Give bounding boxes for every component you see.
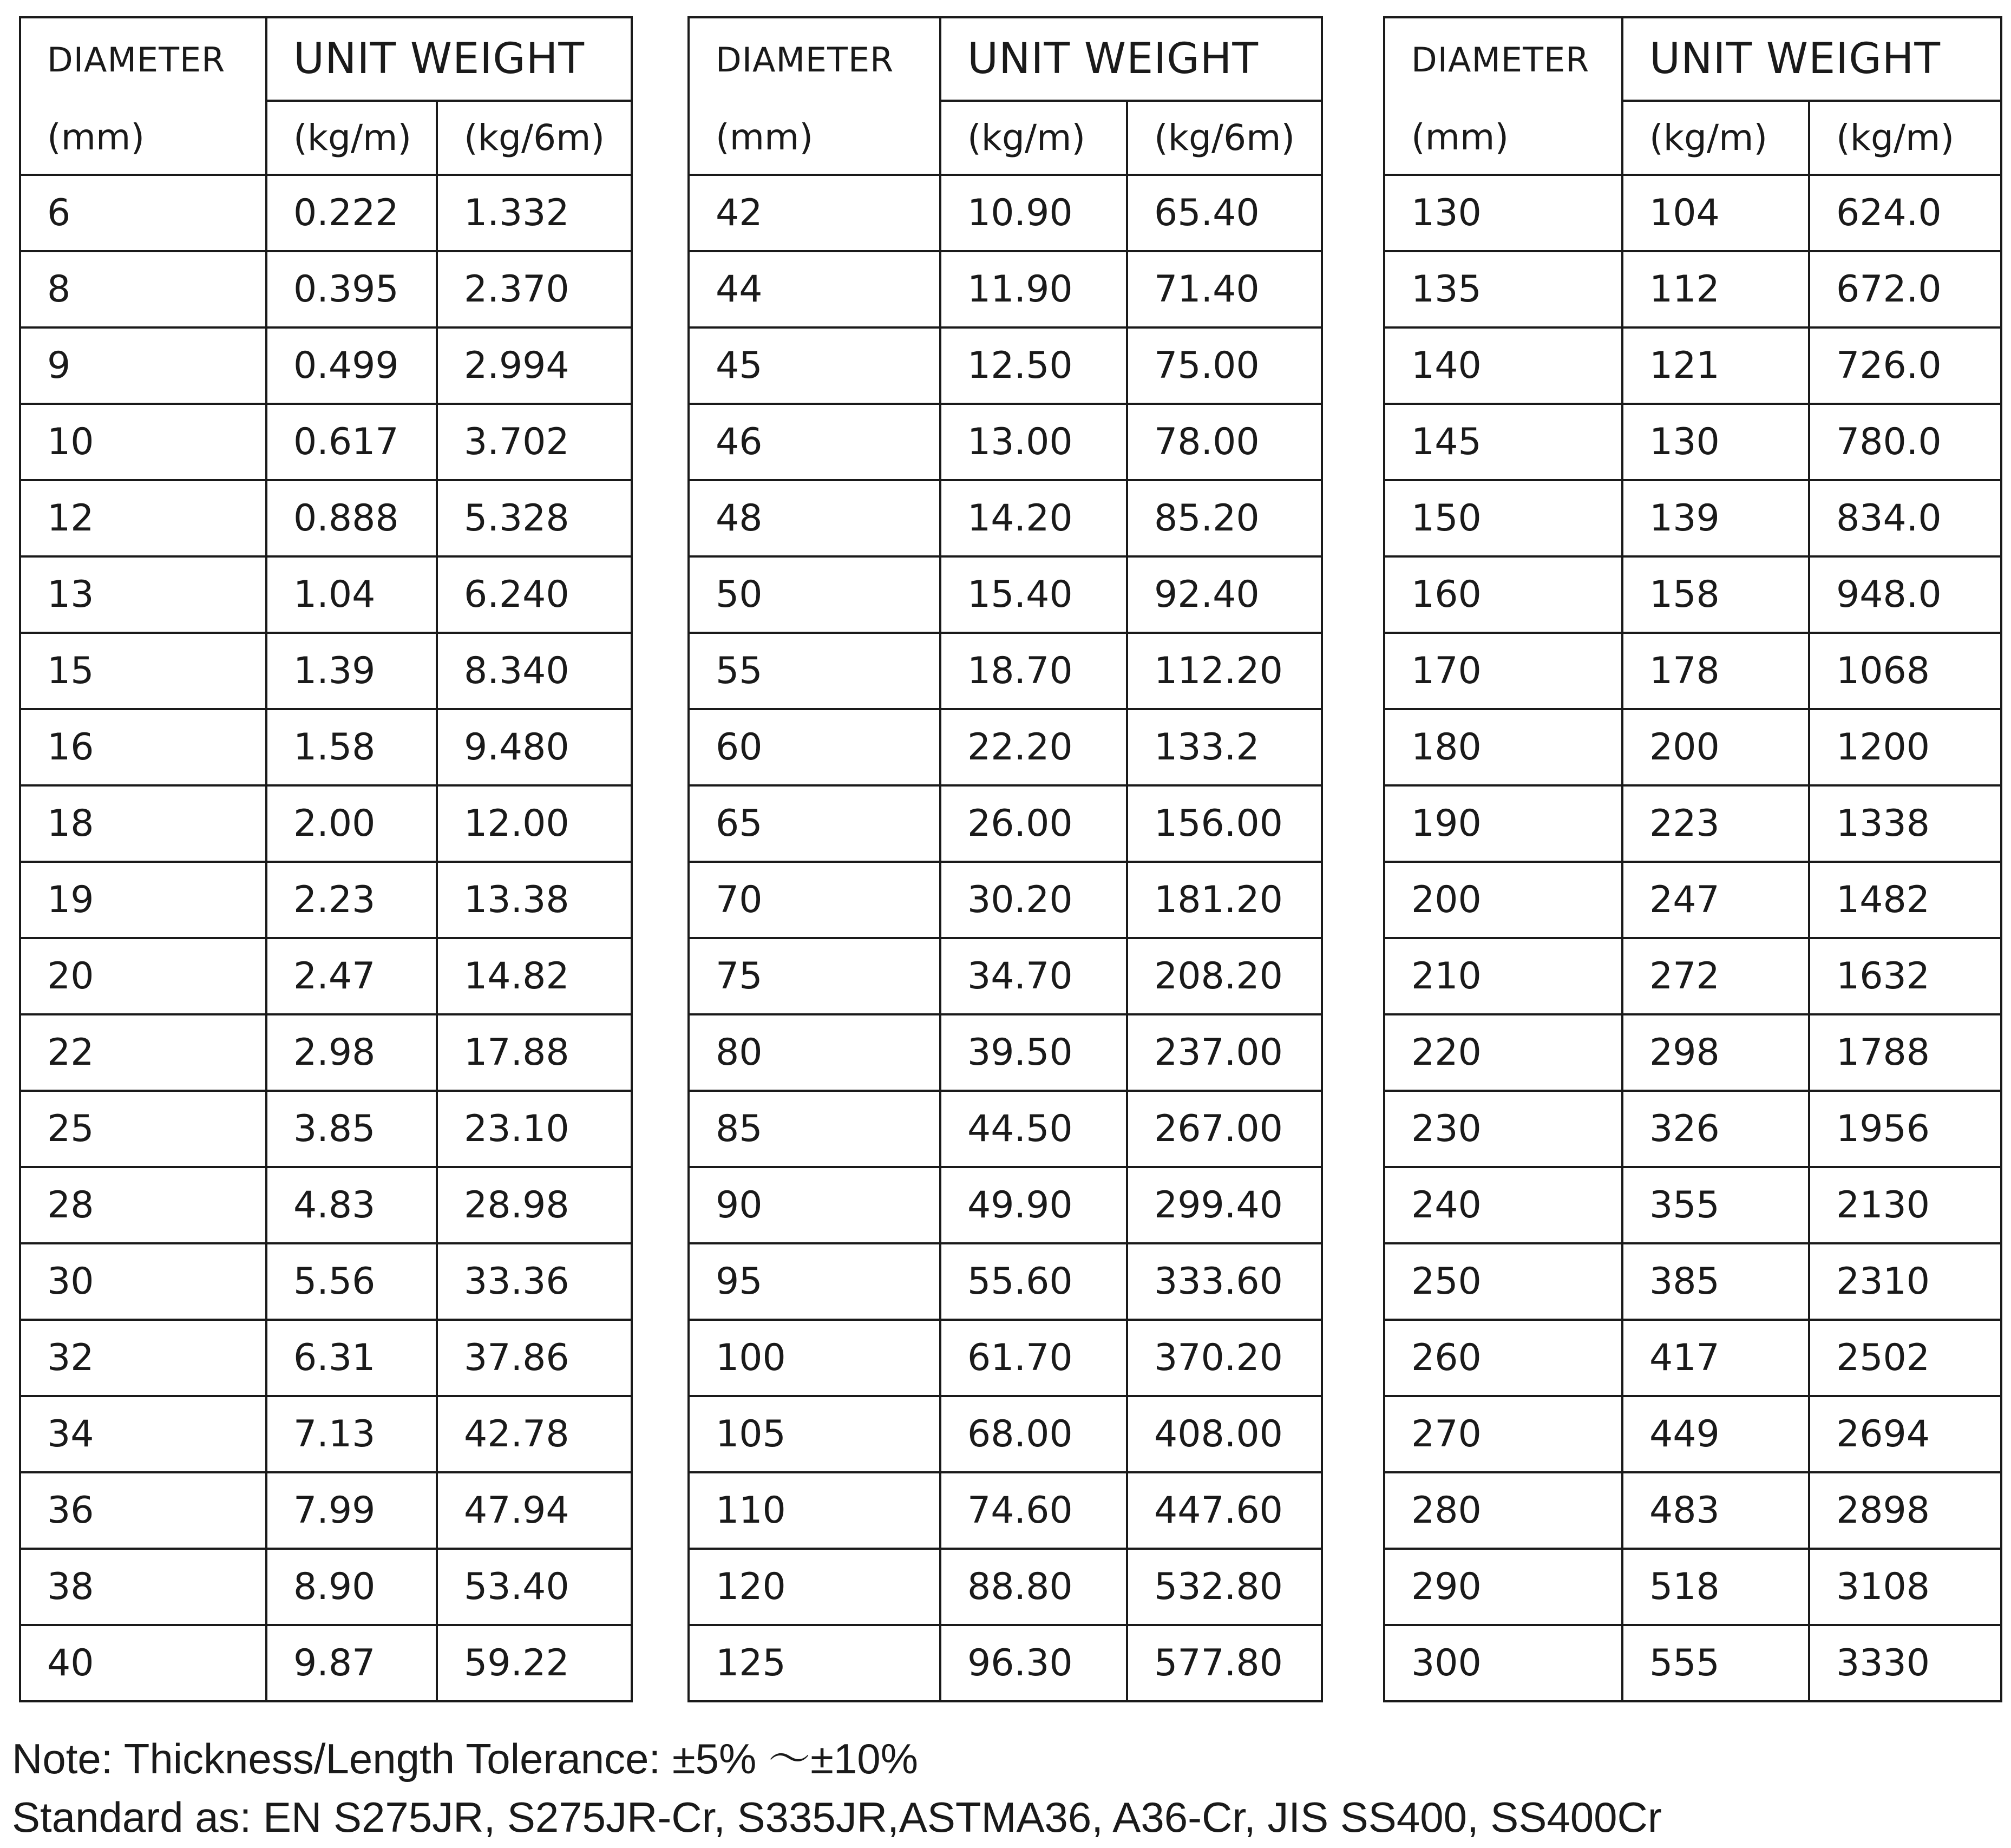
diameter-cell: 260 xyxy=(1384,1320,1622,1396)
table-row xyxy=(20,1091,632,1167)
kg-per-m-cell: 18.70 xyxy=(940,633,1127,709)
table-row xyxy=(1384,1625,2001,1701)
diameter-cell: 135 xyxy=(1384,251,1622,327)
table-row xyxy=(689,251,1322,327)
kg-per-6m-cell: 532.80 xyxy=(1127,1549,1322,1625)
kg-per-m-cell: 9.87 xyxy=(266,1625,437,1701)
diameter-cell: 15 xyxy=(20,633,266,709)
diameter-cell: 230 xyxy=(1384,1091,1622,1167)
diameter-cell: 280 xyxy=(1384,1472,1622,1549)
kg-per-m-cell: 74.60 xyxy=(940,1472,1127,1549)
kg-per-m-cell: 247 xyxy=(1622,862,1809,938)
diameter-cell: 10 xyxy=(20,404,266,480)
kg-per-m-header-2: (kg/m) xyxy=(1809,101,2001,175)
diameter-cell: 95 xyxy=(689,1243,940,1320)
kg-per-m-cell: 15.40 xyxy=(940,556,1127,633)
diameter-cell: 125 xyxy=(689,1625,940,1701)
table-row xyxy=(20,251,632,327)
diameter-cell: 22 xyxy=(20,1014,266,1091)
table-row xyxy=(20,175,632,251)
diameter-cell: 140 xyxy=(1384,327,1622,404)
table-row xyxy=(20,1167,632,1243)
diameter-cell: 145 xyxy=(1384,404,1622,480)
table-row xyxy=(20,785,632,862)
table-row xyxy=(689,1472,1322,1549)
table-row xyxy=(1384,1320,2001,1396)
table-row xyxy=(1384,862,2001,938)
table-row xyxy=(689,175,1322,251)
table-row xyxy=(20,1396,632,1472)
kg-per-m-cell: 12.50 xyxy=(940,327,1127,404)
kg-per-6m-cell: 13.38 xyxy=(437,862,632,938)
kg-per-m-cell: 3.85 xyxy=(266,1091,437,1167)
kg-per-m-cell: 11.90 xyxy=(940,251,1127,327)
table-row xyxy=(1384,785,2001,862)
table-row xyxy=(20,1472,632,1549)
kg-per-m-cell: 0.395 xyxy=(266,251,437,327)
diameter-unit: (mm) xyxy=(1384,101,1622,175)
kg-per-6m-cell: 59.22 xyxy=(437,1625,632,1701)
diameter-cell: 190 xyxy=(1384,785,1622,862)
table-row xyxy=(689,1396,1322,1472)
kg-per-m-cell: 68.00 xyxy=(940,1396,1127,1472)
kg-per-6m-cell: 8.340 xyxy=(437,633,632,709)
kg-per-m-cell: 130 xyxy=(1622,404,1809,480)
unit-weight-header: UNIT WEIGHT xyxy=(1622,17,2001,101)
kg-per-6m-cell: 237.00 xyxy=(1127,1014,1322,1091)
table-row xyxy=(1384,404,2001,480)
diameter-cell: 75 xyxy=(689,938,940,1014)
kg-per-m-header: (kg/m) xyxy=(1622,101,1809,175)
diameter-cell: 30 xyxy=(20,1243,266,1320)
kg-per-6m-cell: 133.2 xyxy=(1127,709,1322,785)
kg-per-6m-cell: 2.994 xyxy=(437,327,632,404)
table-row xyxy=(1384,480,2001,556)
diameter-cell: 180 xyxy=(1384,709,1622,785)
unit-row xyxy=(1384,101,2001,175)
table-row xyxy=(20,938,632,1014)
table-row xyxy=(20,556,632,633)
kg-per-6m-cell: 624.0 xyxy=(1809,175,2001,251)
kg-per-m-cell: 6.31 xyxy=(266,1320,437,1396)
kg-per-6m-cell: 37.86 xyxy=(437,1320,632,1396)
diameter-cell: 200 xyxy=(1384,862,1622,938)
weight-table-1 xyxy=(19,16,633,1702)
table-row xyxy=(689,938,1322,1014)
kg-per-6m-cell: 672.0 xyxy=(1809,251,2001,327)
diameter-cell: 300 xyxy=(1384,1625,1622,1701)
diameter-cell: 120 xyxy=(689,1549,940,1625)
table-row xyxy=(1384,1396,2001,1472)
kg-per-6m-cell: 14.82 xyxy=(437,938,632,1014)
kg-per-m-cell: 2.23 xyxy=(266,862,437,938)
kg-per-6m-cell: 447.60 xyxy=(1127,1472,1322,1549)
standard-note: Standard as: EN S275JR, S275JR-Cr, S335JR,ASTMA36, A36-Cr, JIS SS400, SS400Cr xyxy=(12,1793,1662,1841)
kg-per-6m-cell: 726.0 xyxy=(1809,327,2001,404)
table-row xyxy=(20,1625,632,1701)
notes xyxy=(12,1729,1662,1846)
table-row xyxy=(689,556,1322,633)
kg-per-m-cell: 178 xyxy=(1622,633,1809,709)
kg-per-6m-cell: 2898 xyxy=(1809,1472,2001,1549)
table-row xyxy=(689,785,1322,862)
kg-per-6m-cell: 1788 xyxy=(1809,1014,2001,1091)
kg-per-m-cell: 272 xyxy=(1622,938,1809,1014)
diameter-unit: (mm) xyxy=(689,101,940,175)
table-row xyxy=(20,862,632,938)
table-row xyxy=(1384,1014,2001,1091)
diameter-cell: 150 xyxy=(1384,480,1622,556)
diameter-cell: 8 xyxy=(20,251,266,327)
diameter-cell: 110 xyxy=(689,1472,940,1549)
kg-per-6m-cell: 333.60 xyxy=(1127,1243,1322,1320)
kg-per-6m-cell: 2.370 xyxy=(437,251,632,327)
kg-per-m-cell: 200 xyxy=(1622,709,1809,785)
weight-table-body xyxy=(689,17,1322,1701)
kg-per-m-cell: 26.00 xyxy=(940,785,1127,862)
kg-per-6m-cell: 1.332 xyxy=(437,175,632,251)
table-row xyxy=(689,633,1322,709)
kg-per-6m-cell: 1338 xyxy=(1809,785,2001,862)
table-row xyxy=(20,1243,632,1320)
diameter-cell: 160 xyxy=(1384,556,1622,633)
diameter-cell: 130 xyxy=(1384,175,1622,251)
table-row xyxy=(1384,938,2001,1014)
diameter-cell: 48 xyxy=(689,480,940,556)
kg-per-6m-cell: 85.20 xyxy=(1127,480,1322,556)
diameter-cell: 18 xyxy=(20,785,266,862)
kg-per-6m-cell: 267.00 xyxy=(1127,1091,1322,1167)
kg-per-m-cell: 0.222 xyxy=(266,175,437,251)
kg-per-m-cell: 10.90 xyxy=(940,175,1127,251)
kg-per-6m-cell: 9.480 xyxy=(437,709,632,785)
table-row xyxy=(20,709,632,785)
kg-per-6m-cell: 3108 xyxy=(1809,1549,2001,1625)
diameter-cell: 38 xyxy=(20,1549,266,1625)
kg-per-6m-cell: 78.00 xyxy=(1127,404,1322,480)
table-row xyxy=(1384,1091,2001,1167)
kg-per-6m-cell: 156.00 xyxy=(1127,785,1322,862)
table-row xyxy=(689,480,1322,556)
kg-per-6m-cell: 948.0 xyxy=(1809,556,2001,633)
diameter-cell: 70 xyxy=(689,862,940,938)
kg-per-m-cell: 158 xyxy=(1622,556,1809,633)
kg-per-m-cell: 326 xyxy=(1622,1091,1809,1167)
kg-per-6m-cell: 1068 xyxy=(1809,633,2001,709)
table-row xyxy=(689,709,1322,785)
diameter-cell: 250 xyxy=(1384,1243,1622,1320)
diameter-header: DIAMETER xyxy=(20,17,266,101)
weight-table-2 xyxy=(687,16,1323,1702)
header-row xyxy=(20,17,632,101)
kg-per-6m-cell: 208.20 xyxy=(1127,938,1322,1014)
diameter-cell: 42 xyxy=(689,175,940,251)
diameter-cell: 44 xyxy=(689,251,940,327)
kg-per-m-cell: 34.70 xyxy=(940,938,1127,1014)
kg-per-m-cell: 2.00 xyxy=(266,785,437,862)
kg-per-6m-cell: 92.40 xyxy=(1127,556,1322,633)
kg-per-m-cell: 13.00 xyxy=(940,404,1127,480)
kg-per-m-cell: 112 xyxy=(1622,251,1809,327)
diameter-cell: 50 xyxy=(689,556,940,633)
kg-per-m-cell: 7.13 xyxy=(266,1396,437,1472)
table-row xyxy=(689,404,1322,480)
kg-per-m-cell: 1.39 xyxy=(266,633,437,709)
table-row xyxy=(1384,556,2001,633)
kg-per-6m-cell: 1482 xyxy=(1809,862,2001,938)
kg-per-6m-cell: 17.88 xyxy=(437,1014,632,1091)
kg-per-6m-cell: 408.00 xyxy=(1127,1396,1322,1472)
table-row xyxy=(20,1320,632,1396)
kg-per-6m-cell: 71.40 xyxy=(1127,251,1322,327)
diameter-cell: 240 xyxy=(1384,1167,1622,1243)
unit-row xyxy=(689,101,1322,175)
weight-table-3 xyxy=(1383,16,2002,1702)
diameter-cell: 36 xyxy=(20,1472,266,1549)
kg-per-6m-cell: 780.0 xyxy=(1809,404,2001,480)
diameter-cell: 100 xyxy=(689,1320,940,1396)
diameter-cell: 16 xyxy=(20,709,266,785)
kg-per-m-cell: 61.70 xyxy=(940,1320,1127,1396)
unit-weight-header: UNIT WEIGHT xyxy=(940,17,1322,101)
kg-per-6m-cell: 834.0 xyxy=(1809,480,2001,556)
kg-per-6m-cell: 2502 xyxy=(1809,1320,2001,1396)
kg-per-6m-cell: 23.10 xyxy=(437,1091,632,1167)
diameter-cell: 290 xyxy=(1384,1549,1622,1625)
kg-per-6m-cell: 5.328 xyxy=(437,480,632,556)
kg-per-6m-cell: 1632 xyxy=(1809,938,2001,1014)
weight-table-body xyxy=(20,17,632,1701)
table-row xyxy=(20,1014,632,1091)
kg-per-m-cell: 14.20 xyxy=(940,480,1127,556)
table-row xyxy=(1384,1472,2001,1549)
unit-row xyxy=(20,101,632,175)
diameter-cell: 32 xyxy=(20,1320,266,1396)
kg-per-6m-cell: 47.94 xyxy=(437,1472,632,1549)
kg-per-6m-cell: 181.20 xyxy=(1127,862,1322,938)
diameter-cell: 12 xyxy=(20,480,266,556)
kg-per-m-cell: 555 xyxy=(1622,1625,1809,1701)
diameter-cell: 220 xyxy=(1384,1014,1622,1091)
kg-per-m-cell: 518 xyxy=(1622,1549,1809,1625)
kg-per-m-cell: 8.90 xyxy=(266,1549,437,1625)
table-row xyxy=(689,1625,1322,1701)
table-row xyxy=(1384,1167,2001,1243)
weight-table-body xyxy=(1384,17,2001,1701)
kg-per-6m-cell: 6.240 xyxy=(437,556,632,633)
kg-per-6m-header: (kg/6m) xyxy=(1127,101,1322,175)
table-row xyxy=(689,1014,1322,1091)
kg-per-6m-cell: 112.20 xyxy=(1127,633,1322,709)
tolerance-note: Note: Thickness/Length Tolerance: ±5% ～±10% xyxy=(12,1735,918,1783)
kg-per-m-cell: 22.20 xyxy=(940,709,1127,785)
diameter-cell: 25 xyxy=(20,1091,266,1167)
kg-per-6m-cell: 12.00 xyxy=(437,785,632,862)
diameter-header: DIAMETER xyxy=(1384,17,1622,101)
table-row xyxy=(1384,327,2001,404)
header-row xyxy=(689,17,1322,101)
table-row xyxy=(20,480,632,556)
kg-per-m-header: (kg/m) xyxy=(940,101,1127,175)
kg-per-m-cell: 0.499 xyxy=(266,327,437,404)
kg-per-m-cell: 104 xyxy=(1622,175,1809,251)
kg-per-6m-cell: 2694 xyxy=(1809,1396,2001,1472)
kg-per-6m-cell: 28.98 xyxy=(437,1167,632,1243)
table-row xyxy=(689,1243,1322,1320)
kg-per-m-cell: 2.47 xyxy=(266,938,437,1014)
kg-per-m-cell: 44.50 xyxy=(940,1091,1127,1167)
table-row xyxy=(1384,251,2001,327)
diameter-cell: 28 xyxy=(20,1167,266,1243)
table-row xyxy=(20,633,632,709)
kg-per-6m-cell: 53.40 xyxy=(437,1549,632,1625)
table-row xyxy=(1384,1549,2001,1625)
kg-per-m-cell: 4.83 xyxy=(266,1167,437,1243)
kg-per-m-cell: 96.30 xyxy=(940,1625,1127,1701)
kg-per-m-cell: 2.98 xyxy=(266,1014,437,1091)
diameter-header: DIAMETER xyxy=(689,17,940,101)
kg-per-m-cell: 39.50 xyxy=(940,1014,1127,1091)
diameter-cell: 55 xyxy=(689,633,940,709)
diameter-cell: 13 xyxy=(20,556,266,633)
kg-per-m-cell: 385 xyxy=(1622,1243,1809,1320)
diameter-cell: 90 xyxy=(689,1167,940,1243)
kg-per-m-cell: 49.90 xyxy=(940,1167,1127,1243)
kg-per-m-header: (kg/m) xyxy=(266,101,437,175)
diameter-cell: 60 xyxy=(689,709,940,785)
diameter-cell: 65 xyxy=(689,785,940,862)
diameter-cell: 6 xyxy=(20,175,266,251)
diameter-unit: (mm) xyxy=(20,101,266,175)
table-row xyxy=(689,1549,1322,1625)
diameter-cell: 20 xyxy=(20,938,266,1014)
table-row xyxy=(689,862,1322,938)
kg-per-m-cell: 88.80 xyxy=(940,1549,1127,1625)
diameter-cell: 19 xyxy=(20,862,266,938)
table-row xyxy=(20,1549,632,1625)
table-row xyxy=(20,327,632,404)
diameter-cell: 80 xyxy=(689,1014,940,1091)
diameter-cell: 34 xyxy=(20,1396,266,1472)
diameter-cell: 85 xyxy=(689,1091,940,1167)
kg-per-6m-cell: 299.40 xyxy=(1127,1167,1322,1243)
kg-per-6m-cell: 1200 xyxy=(1809,709,2001,785)
kg-per-6m-header: (kg/6m) xyxy=(437,101,632,175)
kg-per-m-cell: 417 xyxy=(1622,1320,1809,1396)
table-row xyxy=(1384,1243,2001,1320)
table-row xyxy=(689,1320,1322,1396)
diameter-cell: 46 xyxy=(689,404,940,480)
table-row xyxy=(689,327,1322,404)
kg-per-m-cell: 139 xyxy=(1622,480,1809,556)
kg-per-6m-cell: 2310 xyxy=(1809,1243,2001,1320)
kg-per-m-cell: 30.20 xyxy=(940,862,1127,938)
table-row xyxy=(20,404,632,480)
kg-per-m-cell: 55.60 xyxy=(940,1243,1127,1320)
unit-weight-header: UNIT WEIGHT xyxy=(266,17,632,101)
kg-per-6m-cell: 3330 xyxy=(1809,1625,2001,1701)
kg-per-6m-cell: 75.00 xyxy=(1127,327,1322,404)
kg-per-m-cell: 1.04 xyxy=(266,556,437,633)
kg-per-6m-cell: 33.36 xyxy=(437,1243,632,1320)
table-row xyxy=(1384,709,2001,785)
diameter-cell: 270 xyxy=(1384,1396,1622,1472)
table-row xyxy=(1384,633,2001,709)
diameter-cell: 45 xyxy=(689,327,940,404)
kg-per-6m-cell: 65.40 xyxy=(1127,175,1322,251)
kg-per-m-cell: 0.888 xyxy=(266,480,437,556)
kg-per-m-cell: 7.99 xyxy=(266,1472,437,1549)
header-row xyxy=(1384,17,2001,101)
kg-per-m-cell: 483 xyxy=(1622,1472,1809,1549)
kg-per-m-cell: 298 xyxy=(1622,1014,1809,1091)
kg-per-6m-cell: 3.702 xyxy=(437,404,632,480)
kg-per-m-cell: 355 xyxy=(1622,1167,1809,1243)
kg-per-m-cell: 0.617 xyxy=(266,404,437,480)
diameter-cell: 9 xyxy=(20,327,266,404)
diameter-cell: 170 xyxy=(1384,633,1622,709)
kg-per-6m-cell: 1956 xyxy=(1809,1091,2001,1167)
kg-per-m-cell: 1.58 xyxy=(266,709,437,785)
diameter-cell: 105 xyxy=(689,1396,940,1472)
kg-per-6m-cell: 42.78 xyxy=(437,1396,632,1472)
kg-per-6m-cell: 577.80 xyxy=(1127,1625,1322,1701)
kg-per-6m-cell: 370.20 xyxy=(1127,1320,1322,1396)
kg-per-m-cell: 5.56 xyxy=(266,1243,437,1320)
table-row xyxy=(689,1091,1322,1167)
kg-per-m-cell: 223 xyxy=(1622,785,1809,862)
kg-per-6m-cell: 2130 xyxy=(1809,1167,2001,1243)
diameter-cell: 40 xyxy=(20,1625,266,1701)
kg-per-m-cell: 121 xyxy=(1622,327,1809,404)
table-row xyxy=(689,1167,1322,1243)
diameter-cell: 210 xyxy=(1384,938,1622,1014)
kg-per-m-cell: 449 xyxy=(1622,1396,1809,1472)
table-row xyxy=(1384,175,2001,251)
